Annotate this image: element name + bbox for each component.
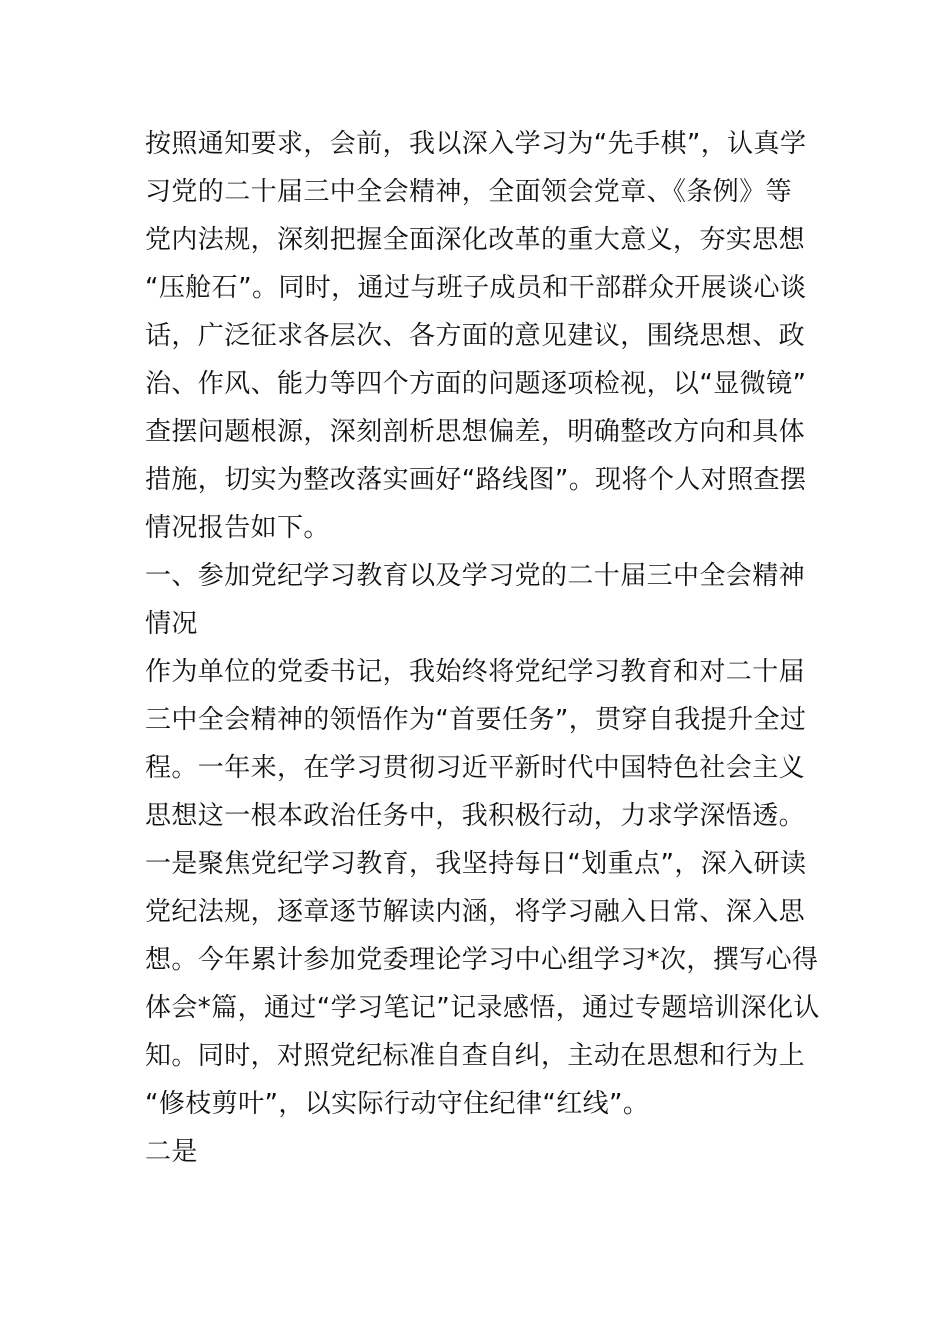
intro-line-8: 措施，切实为整改落实画好“路线图”。现将个人对照查摆 (145, 465, 807, 495)
intro-line-7: 查摆问题根源，深刻剖析思想偏差，明确整改方向和具体 (145, 417, 806, 447)
intro-line-4: “压舱石”。同时，通过与班子成员和干部群众开展谈心谈 (145, 273, 807, 303)
section-paragraph-line-4: 思想这一根本政治任务中，我积极行动，力求学深悟透。 (145, 801, 806, 831)
section-heading-line-2: 情况 (145, 609, 198, 639)
section-heading-line-1: 一、参加党纪学习教育以及学习党的二十届三中全会精神 (145, 561, 806, 591)
section-paragraph-line-3: 程。一年来，在学习贯彻习近平新时代中国特色社会主义 (145, 753, 806, 783)
point-one-line-1: 一是聚焦党纪学习教育，我坚持每日“划重点”，深入研读 (145, 849, 807, 879)
point-two-start: 二是 (145, 1137, 198, 1167)
section-paragraph-line-2: 三中全会精神的领悟作为“首要任务”，贯穿自我提升全过 (145, 705, 807, 735)
intro-line-1: 按照通知要求，会前，我以深入学习为“先手棋”，认真学 (145, 129, 807, 159)
intro-line-9: 情况报告如下。 (145, 513, 330, 543)
intro-line-3: 党内法规，深刻把握全面深化改革的重大意义，夯实思想 (145, 225, 806, 255)
point-one-line-6: “修枝剪叶”，以实际行动守住纪律“红线”。 (145, 1089, 650, 1119)
section-paragraph-line-1: 作为单位的党委书记，我始终将党纪学习教育和对二十届 (145, 657, 806, 687)
point-one-line-2: 党纪法规，逐章逐节解读内涵，将学习融入日常、深入思 (145, 897, 806, 927)
report-body (145, 120, 820, 1176)
point-one-line-4: 体会*篇，通过“学习笔记”记录感悟，通过专题培训深化认 (145, 993, 820, 1023)
point-one-line-5: 知。同时，对照党纪标准自查自纠，主动在思想和行为上 (145, 1041, 806, 1071)
point-one-line-3: 想。今年累计参加党委理论学习中心组学习*次，撰写心得 (145, 945, 819, 975)
intro-line-6: 治、作风、能力等四个方面的问题逐项检视，以“显微镜” (145, 369, 807, 399)
intro-line-2: 习党的二十届三中全会精神，全面领会党章、《条例》等 (145, 177, 793, 207)
intro-line-5: 话，广泛征求各层次、各方面的意见建议，围绕思想、政 (145, 321, 806, 351)
